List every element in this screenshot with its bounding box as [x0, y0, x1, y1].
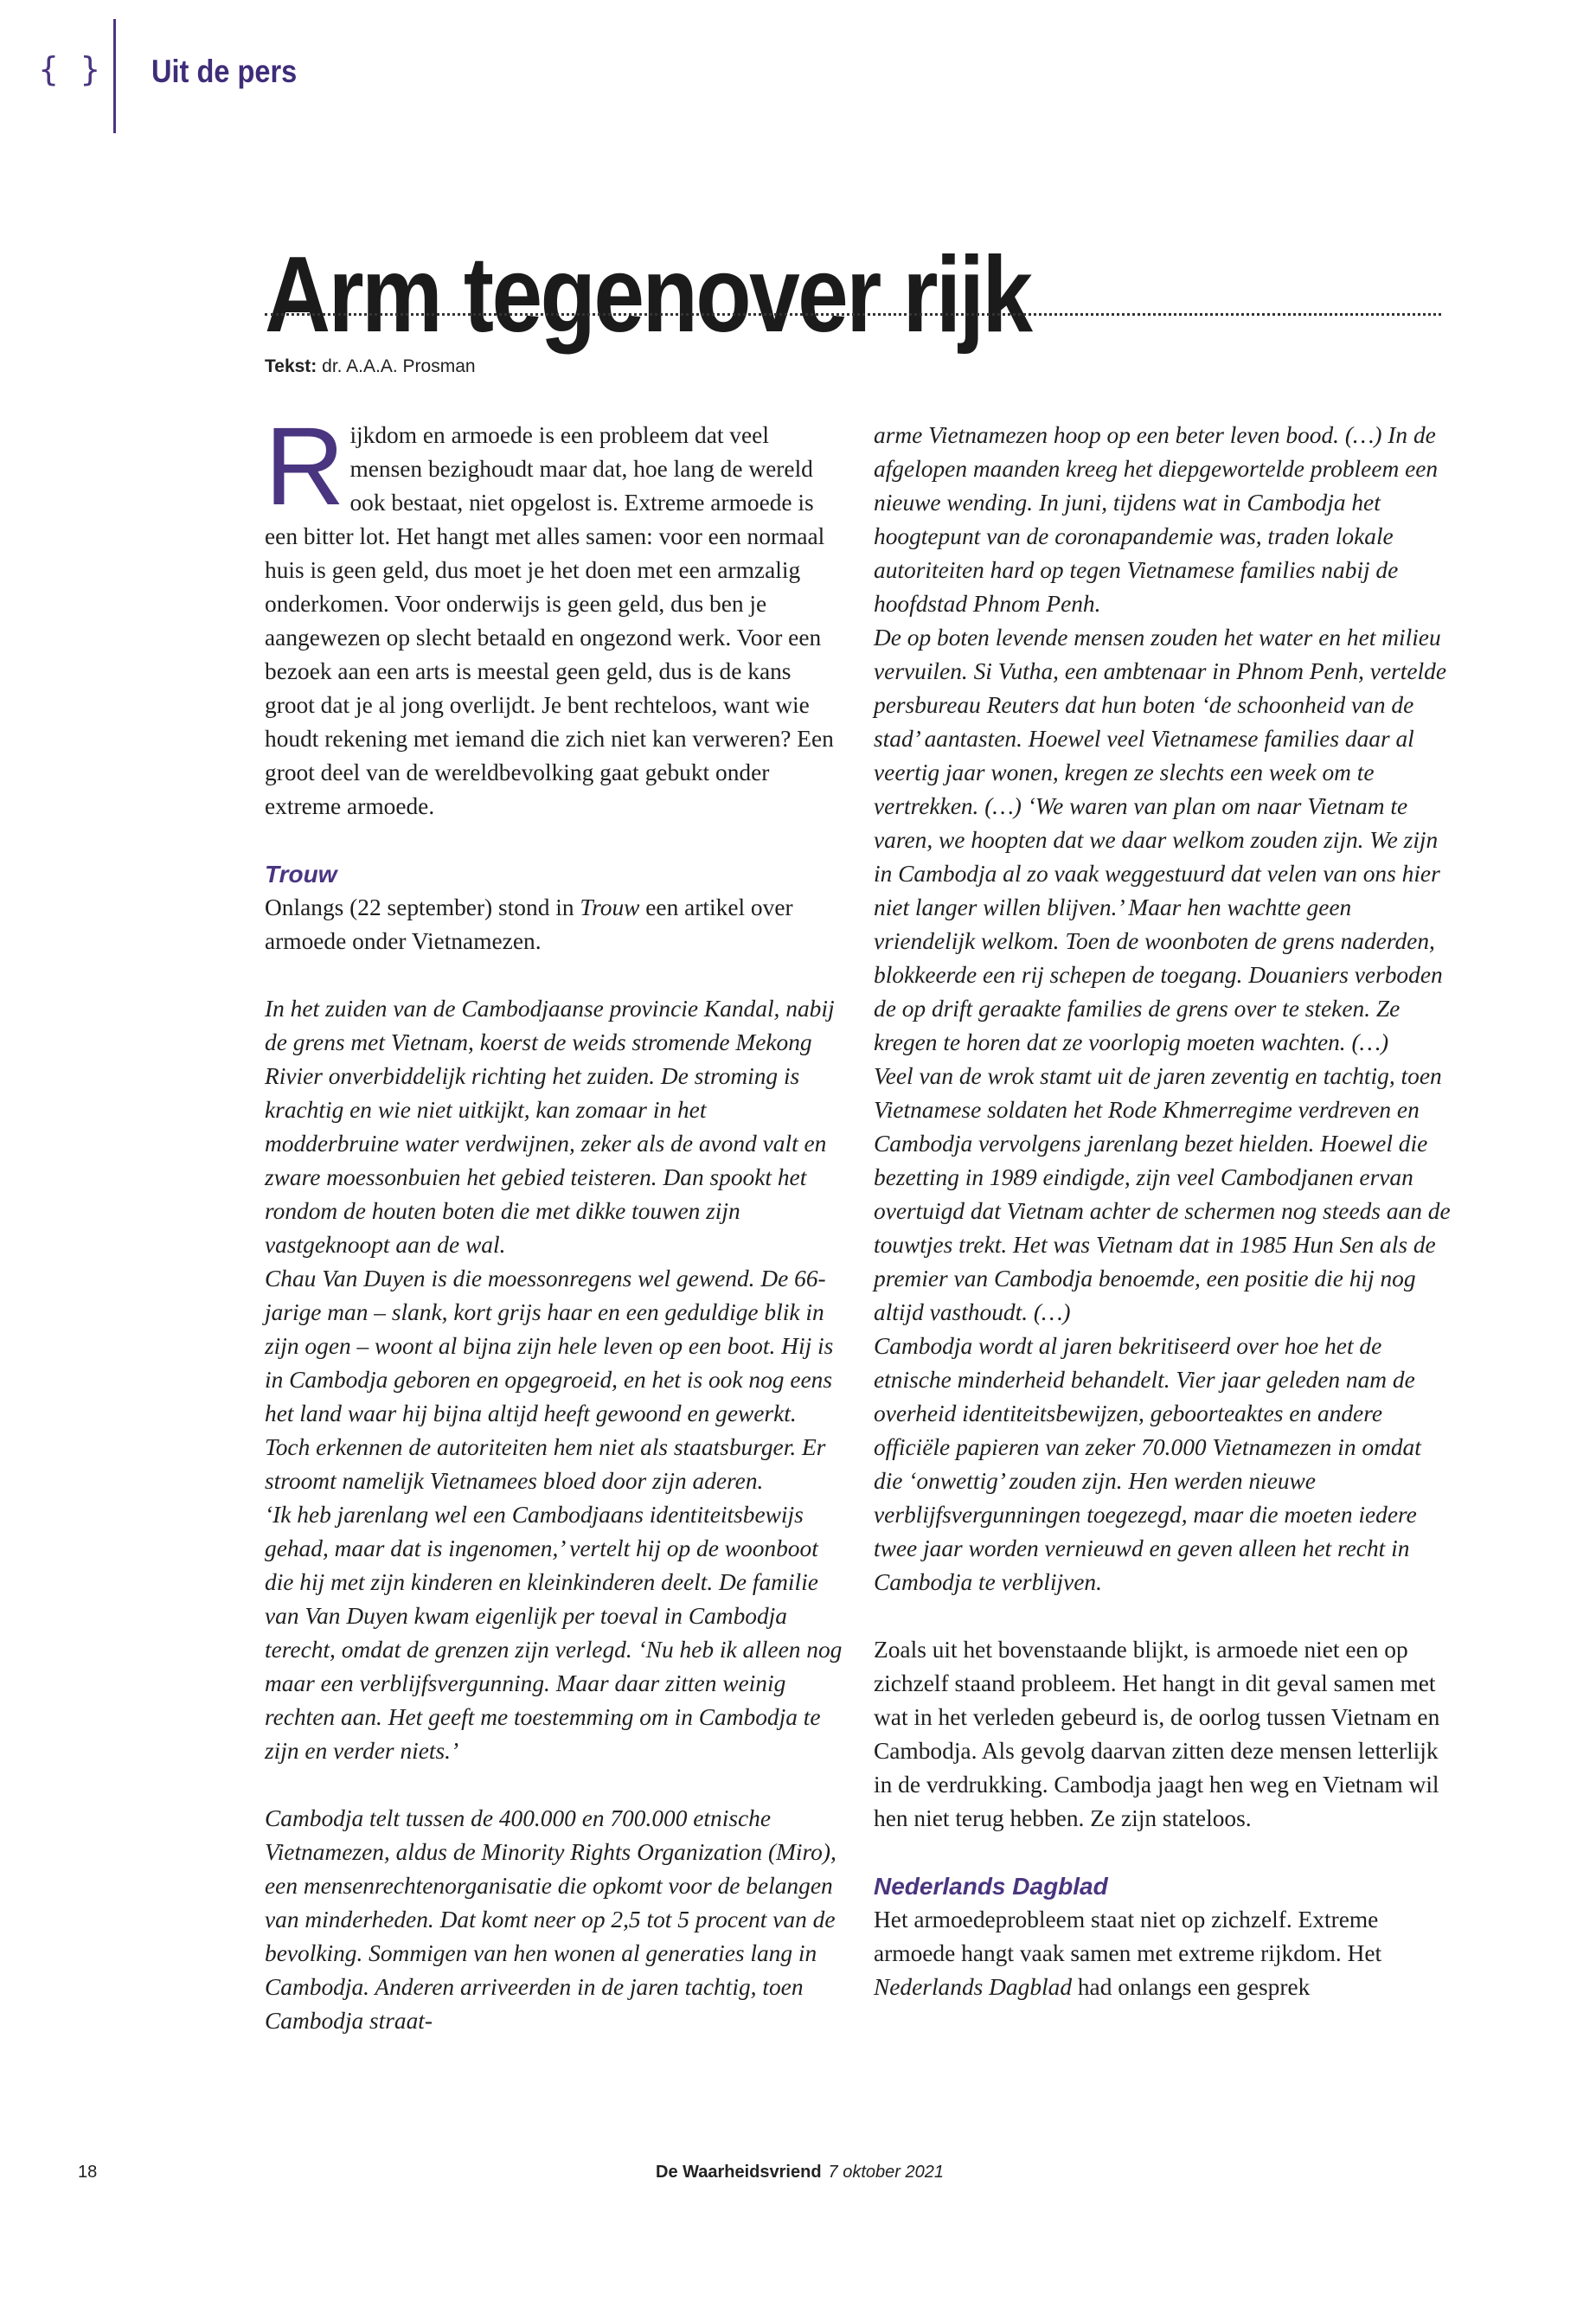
magazine-footer: [656, 2163, 944, 2182]
quote-paragraph-2: Chau Van Duyen is die moessonregens wel gewend. De 66-jarige man – slank, kort grijs haar en een geduldige blik in zijn ogen – woont al bijna zijn hele leven op een boot. Hij is in Cambodja geboren en opgegroeid, en het is ook nog eens het land waar hij bijna altijd heeft gewoond en gewerkt. Toch erkennen de autoriteiten hem niet als staatsburger. Er stroomt namelijk Vietnamees bloed door zijn aderen.: [265, 1266, 834, 1494]
header-vertical-rule: [113, 19, 116, 133]
quote-paragraph-4: Cambodja telt tussen de 400.000 en 700.000 etnische Vietnamezen, aldus de Minority Rights Organization (Miro), een mensenrechtenorganisatie die opkomt voor de belangen van minderheden. Dat komt neer op 2,5 tot 5 procent van de bevolking. Sommigen van hen wonen al generaties lang in Cambodja. Anderen arriveerden in de jaren tachtig, toen Cambodja straat-: [265, 1805, 836, 2034]
drop-cap: R: [265, 405, 345, 529]
trouw-intro-text-a: Onlangs (22 september) stond in: [265, 894, 580, 920]
article-title: Arm tegenover rijk: [265, 235, 1031, 356]
trouw-intro: [265, 891, 843, 958]
quote-paragraph-8: Cambodja wordt al jaren bekritiseerd over hoe het de etnische minderheid behandelt. Vier jaar geleden nam de overheid identiteitsbewijzen, geboorteaktes en andere officiële papieren van zeker 70.000 Vietnamezen in omdat die ‘onwettig’ zouden zijn. Hen werden nieuwe verblijfsvergunningen toegezegd, maar die moeten iedere twee jaar worden vernieuwd en geven alleen het recht in Cambodja te verblijven.: [874, 1333, 1421, 1595]
page-number: 18: [78, 2163, 98, 2182]
subhead-trouw: Trouw: [265, 861, 337, 888]
nd-paragraph: [874, 1903, 1452, 2004]
intro-text: ijkdom en armoede is een probleem dat veel mensen bezighoudt maar dat, hoe lang de wereld ook bestaat, niet opgelost is. Extreme armoede is een bitter lot. Het hangt met alles samen: voor een normaal huis is geen geld, dus moet je het doen met een armzalig onderkomen. Voor onderwijs is geen geld, dus ben je aangewezen op slecht betaald en ongezond werk. Voor een bezoek aan een arts is meestal geen geld, dus is de kans groot dat je al jong overlijdt. Je bent rechteloos, want wie houdt rekening met iemand die zich niet kan verweren? Een groot deel van de wereldbevolking gaat gebukt onder extreme armoede.: [265, 422, 834, 819]
left-column: [265, 405, 843, 2038]
quote-paragraph-5: arme Vietnamezen hoop op een beter leven bood. (…) In de afgelopen maanden kreeg het diepgewortelde probleem een nieuwe wending. In juni, tijdens wat in Cambodja het hoogtepunt van de coronapandemie was, traden lokale autoriteiten hard op tegen Vietnamese families nabij de hoofdstad Phnom Penh.: [874, 422, 1439, 617]
section-logo-braces: { }: [38, 50, 106, 88]
right-column: [874, 419, 1452, 2004]
nd-source: Nederlands Dagblad: [874, 1974, 1073, 2000]
quote-paragraph-6: De op boten levende mensen zouden het water en het milieu vervuilen. Si Vutha, een ambtenaar in Phnom Penh, vertelde persbureau Reuters dat hun boten ‘de schoonheid van de stad’ aantasten. Hoewel veel Vietnamese families daar al veertig jaar wonen, kregen ze slechts een week om te vertrekken. (…) ‘We waren van plan om naar Vietnam te varen, we hoopten dat we daar welkom zouden zijn. We zijn in Cambodja al zo vaak weggestuurd dat velen van ons hier niet langer willen blijven.’ Maar hen wachtte geen vriendelijk welkom. Toen de woonboten de grens naderden, blokkeerde een rij schepen de toegang. Douaniers verboden de op drift geraakte families de grens over te steken. Ze kregen te horen dat ze voorlopig moeten wachten. (…): [874, 625, 1447, 1055]
nd-text-b: had onlangs een gesprek: [1072, 1974, 1311, 2000]
conclusion-paragraph: Zoals uit het bovenstaande blijkt, is armoede niet een op zichzelf staand probleem. Het hangt in dit geval samen met wat in het verleden gebeurd is, de oorlog tussen Vietnam en Cambodja. Als gevolg daarvan zitten deze mensen letterlijk in de verdrukking. Cambodja jaagt hen weg en Vietnam wil hen niet terug hebben. Ze zijn stateloos.: [874, 1637, 1440, 1831]
magazine-name: De Waarheidsvriend: [656, 2163, 822, 2182]
byline-label: Tekst:: [265, 356, 317, 376]
subhead-nederlands-dagblad: Nederlands Dagblad: [874, 1873, 1108, 1900]
quote-paragraph-7: Veel van de wrok stamt uit de jaren zeventig en tachtig, toen Vietnamese soldaten het Rode Khmerregime verdreven en Cambodja vervolgens jarenlang bezet hielden. Hoewel die bezetting in 1989 eindigde, zijn veel Cambodjanen ervan overtuigd dat Vietnam achter de schermen nog steeds aan de touwtjes trekt. Het was Vietnam dat in 1985 Hun Sen als de premier van Cambodja benoemde, een positie die hij nog altijd vasthoudt. (…): [874, 1063, 1451, 1325]
section-label: Uit de pers: [151, 54, 298, 89]
byline: [265, 356, 476, 377]
quote-paragraph-1: In het zuiden van de Cambodjaanse provincie Kandal, nabij de grens met Vietnam, koerst de weids stromende Mekong Rivier onverbiddelijk richting het zuiden. De stroming is krachtig en wie niet uitkijkt, kan zomaar in het modderbruine water verdwijnen, zeker als de avond valt en zware moessonbuien het gebied teisteren. Dan spookt het rondom de houten boten die met dikke touwen zijn vastgeknoopt aan de wal.: [265, 996, 835, 1258]
trouw-intro-text-b: een artikel over armoede onder Vietnamezen.: [265, 894, 793, 954]
byline-author: dr. A.A.A. Prosman: [322, 356, 476, 376]
issue-date: 7 oktober 2021: [828, 2163, 944, 2182]
intro-paragraph: [265, 405, 843, 824]
title-divider: [265, 313, 1441, 316]
nd-text-a: Het armoedeprobleem staat niet op zichzelf. Extreme armoede hangt vaak samen met extreme rijkdom. Het: [874, 1907, 1382, 1966]
quote-paragraph-3: ‘Ik heb jarenlang wel een Cambodjaans identiteitsbewijs gehad, maar dat is ingenomen,’ vertelt hij op de woonboot die hij met zijn kinderen en kleinkinderen deelt. De familie van Van Duyen kwam eigenlijk per toeval in Cambodja terecht, omdat de grenzen zijn verlegd. ‘Nu heb ik alleen nog maar een verblijfsvergunning. Maar daar zitten weinig rechten aan. Het geeft me toestemming om in Cambodja te zijn en verder niets.’: [265, 1502, 843, 1764]
trouw-intro-source: Trouw: [580, 894, 640, 920]
